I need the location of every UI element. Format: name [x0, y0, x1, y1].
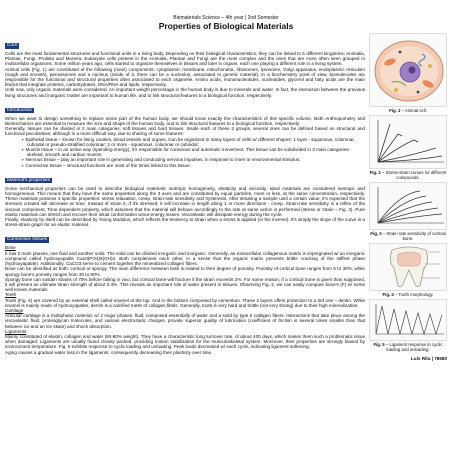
stress-strain-plot — [370, 116, 447, 168]
core-paragraph-1: Cells are the most fundamental structures and functional units in a living body. Depending on their biological characteristics, they can be linked to 5 different kingdoms: Animalia, Plantae, Fungi, Protista and Monera. Eukaryote cells present in the Animalia, Plantae and Fungi are the most complex and the ones that are more often seen grouped in multicellular organisms. Some million years ago, cells started to organize themselves in tissues and later in organs, each one playing a different role in a living system. — [5, 51, 365, 67]
section-connective-heading: Connective tissues — [7, 237, 48, 243]
core-paragraph-3: Until now, only organic materials were considered. An important weight percentage in the human body is due to minerals and water. In fact, the interaction between the previous living structures and inorganic matter are important to human life, and to link structural features to a biological function, respectively. — [5, 87, 365, 98]
section-core-heading: Core — [7, 43, 18, 48]
intro-paragraph-1: When we want to design something to replace some part of the human body, we should know exactly the characteristics of this specific volume. Both Anthropometry and Biomechanics are essential to measure the size and shape of the human body, and to link structural features to a biological function, respectively. — [5, 115, 365, 127]
figure-5-caption: Fig. 5 – Ligament response to cyclic loading and unloading. — [373, 342, 443, 352]
ligaments-paragraph-2: Aging causes a gradual water loss in the ligaments, consequently decreasing their plasticity over time. — [5, 349, 213, 355]
tooth-illustration — [370, 244, 447, 290]
figure-4-caption: Fig. 4 – Tooth morphology. — [382, 292, 434, 297]
document-page — [5, 5, 447, 449]
material-paragraph-1: Some mechanical properties can be used to describe biological materials: isotropic homogeneity, elasticity and viscosity. Ideal materials are considered isotropic and homogeneous. This means that they have the same properties along the 3 axes and are constituted by equal particles, more or less, at the same concentration, respectively. These materials possess 4 specific properties: stress relaxation, creep, strain-rate sensitivity and hysteresis. After straining a sample until a certain value, it's expected that the stresses created will decrease w/ time. Instead of strain it, if it's stressed, it will increase in length along 1 or more directions - creep. Strain-rate sensitivity is a reflex of the viscous component. Time dependent property, which assumes that the material will behave accordingly to the rate at same action is performed (stress or strain – Fig. 3). Pure elastic materials can stretch and recover their initial conformation w/out energy losses. Viscoelastic will dissipate energy during the cycle. — [5, 185, 365, 217]
teeth-subheading: Teeth — [5, 292, 17, 298]
figure-strain-rate — [369, 182, 447, 230]
figure-stress-strain — [369, 115, 447, 169]
tissue-list-item: ➢ Muscle tissue – in an active way (spending energy), it's responsible for conscious and automatic movement. This tissue can be subdivided in 3 main categories: skeletal, smooth and cardiac muscle; — [27, 147, 447, 157]
ligament-cycle-plot — [370, 300, 447, 340]
cartilage-subheading: Cartilage — [5, 307, 24, 313]
tissue-list-item: ➢ Epithelial tissue – known for lining cavities, blood vessels and organs. Can be organized in many layers of cells w/ different shapes: 1 layer - squamous, columnar, cuboidal or pseudo-stratified columnar; 2 or more - squamous, columnar or cuboidal; — [27, 137, 447, 147]
figure-1-caption: Fig. 1 – Animal cell. — [389, 108, 427, 113]
page-title: Properties of Biological Materials — [158, 21, 294, 31]
bone-subheading: Bone — [5, 245, 16, 251]
strain-rate-plot — [370, 183, 447, 229]
tissue-list-item: ➢ Connective tissue – structural functions are most of the times linked to this tissue. — [27, 163, 447, 168]
ligaments-subheading: Ligaments — [5, 328, 27, 334]
cartilage-paragraph: Articular cartilage is a multiphasic material, w/ 2 major phases: fluid, composed essentially of water and a solid by type II collagen fibers. Interactions that take place among the viscoelastic fluid, proteoglycan molecules, and various electrostatic charges, provide superior quality of lubrication (coefficient of friction is several times smaller than that between ice and an ice skate) and shock absorption. — [5, 313, 365, 329]
figure-tooth — [369, 243, 447, 291]
figure-animal-cell — [369, 33, 447, 107]
section-material-heading: Material's properties — [7, 177, 51, 183]
ligaments-paragraph-1: Mainly constituted of elastin, collagen and water (60-80% weight). They have a characteristic long turnover rate, of about 400 days, which makes them such a problematic issue when damaged. Ligaments are usually found closely packed, providing motion stabilization for the musculoskeletal system. Moreover, their properties are strongly biased by environment temperature. Fig. 5 exhibits response to cyclic loading and unloading. Peak loads decreased w/ each cycle, indicating ligament softening. — [5, 333, 365, 350]
bone-paragraph-2: Bone can be identified as both: cortical or spongy. The main difference between both is related to their degree of porosity. Porosity of cortical bone ranges from 5 to 30%, while spongy bone's porosity ranges from 30 to 90%. — [5, 266, 365, 277]
figure-ligament-cycles — [369, 299, 447, 341]
tissue-list-item: ➢ Nervous tissue – play an important role in generating and conducting nervous impulses, in response to inner or environmental stimulus; — [27, 157, 447, 162]
material-paragraph-2: Finally, elasticity by itself can be described by Young Modulus, which reflects the tendency to strain when a stress is applied (or the inverse). It's simply the slope of the curve in a stress-strain graph for an elastic material. — [5, 217, 365, 228]
figure-2-caption: Fig. 2 – Stress-strain curves for different compounds. — [369, 170, 447, 180]
author-footer: Luís Rita | 78680 — [410, 355, 447, 361]
teeth-paragraph: Tooth (Fig. 4) are covered by an external shell called enamel at the top. And in the bottom composed by cementum. These 2 layers offers protection to a 3rd one – dentin. While enamel is mainly made of hydroxyapatite, dentin is a calcified mesh of collagen fibrils. Generally, tooth is very hard and brittle (not very strong) due to their high mineralization. — [5, 297, 365, 308]
figure-3-caption: Fig. 3 – Strain rate sensitivity of cortical bone. — [370, 231, 446, 241]
intro-paragraph-2: Generally, tissues can be divided in 2 main categories: soft tissues and hard tissues. Inside each of these 2 groups, several ones can be defined based on structural and functional peculiarities, although in a more difficult way, due to sharing of some features: — [5, 126, 365, 137]
animal-cell-illustration — [370, 34, 447, 106]
bone-paragraph-3: Spongy bone can sustain strains of 75% before failing in vivo, but cortical bone will fracture if the strain exceeds 2%. For some reason, if a cortical bone is given than supposed, it will present an ultimate strain strength of about 0.4%. This reveals an important role of water present in tissues. Observing Fig. 2, we can easily compare bone's (F) w/ some well known materials. — [5, 276, 365, 293]
core-paragraph-2: Animal cells (Fig. 1) are constituted of the following (main) components: cytoplasmic membrane, mitochondria, ribosomes, lysosome, Golgi apparatus, endoplasmic reticulum (rough and smooth), peroxisomes and a nucleus (inside of it, there can be a nucleolus, associated to genetic material). In a biochemistry point of view, biomolecules are responsible for the functional and structural properties often associated to each organelle. Amino acids, mononucleotides, nucleotides, glycerol and fatty acids are the main blocks that integrate proteins, carbohydrates, DNA/RNA and lipids, respectively. — [5, 66, 365, 88]
figure-column — [369, 33, 447, 354]
section-intro-heading: Introduction — [7, 107, 33, 113]
course-header: Biomaterials Science – 4th year | 2nd Semester — [173, 15, 279, 21]
bone-paragraph-1: It has 2 main phases, one fluid and another solid. The solid can be divided inorganic and inorganic. Generally, an extracellular collagenous matrix is impregnated w/ an inorganic compound called hydroxyapatite Ca10(PO4)6(OH)2. Both complement each other, in a sense that the organic matrix prevents brittle cracking of the stiffest phase (hydroxyapatite). Additionally, CaCO3 serve to cement together the mineralized collagen fibers. — [5, 250, 365, 267]
